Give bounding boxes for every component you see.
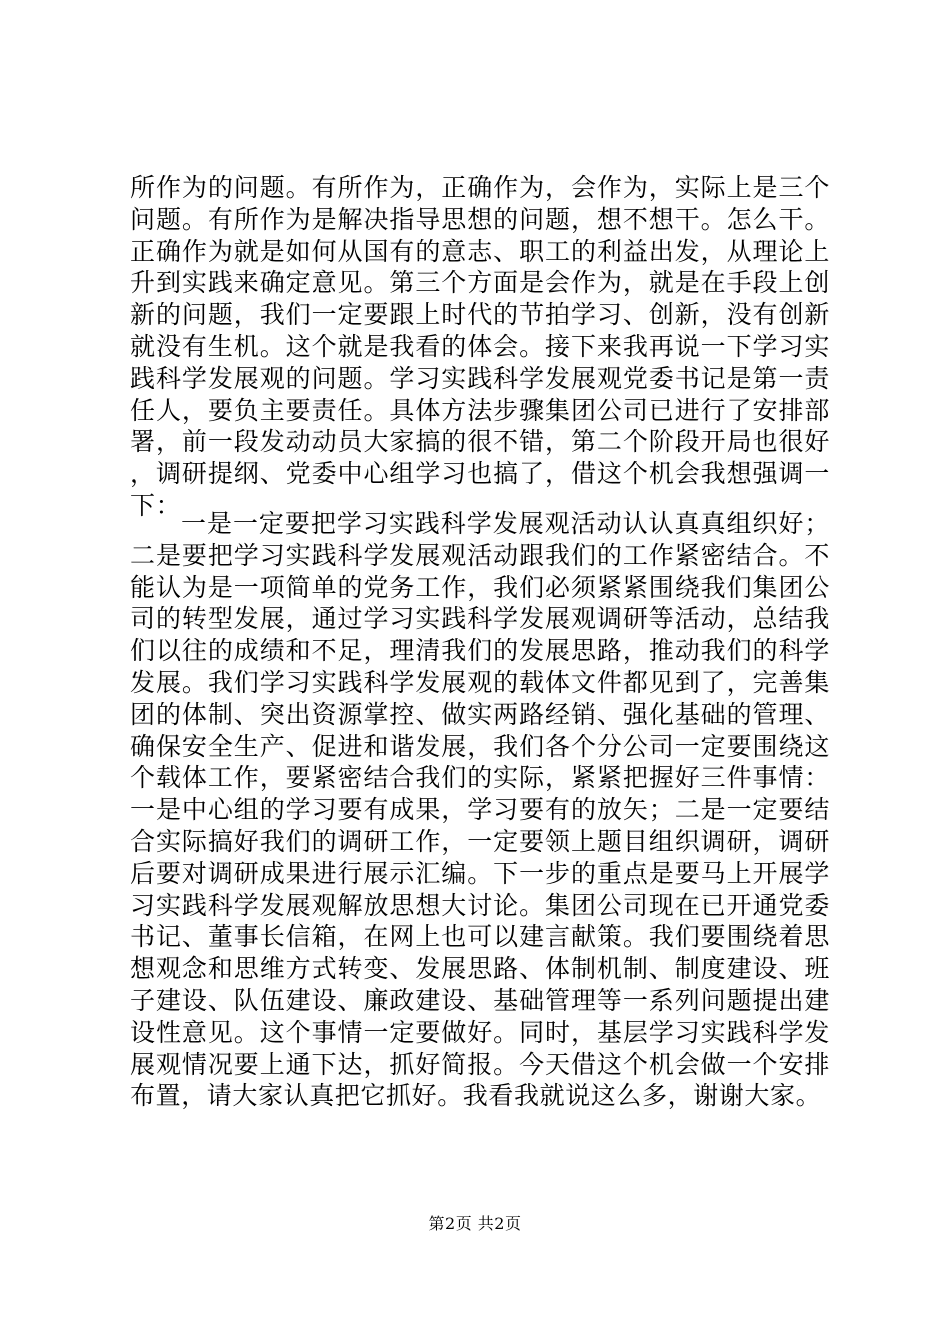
body-paragraph-1: 所作为的问题。有所作为，正确作为，会作为，实际上是三个问题。有所作为是解决指导思想的问题，想不想干。怎么干。正确作为就是如何从国有的意志、职工的利益出发，从理论上升到实践来确定意见。第三个方面是会作为，就是在手段上创新的问题，我们一定要跟上时代的节拍学习、创新，没有创新就没有生机。这个就是我看的体会。接下来我再说一下学习实践科学发展观的问题。学习实践科学发展观党委书记是第一责任人，要负主要责任。具体方法步骤集团公司已进行了安排部署，前一段发动动员大家搞的很不错，第二个阶段开局也很好，调研提纲、党委中心组学习也搞了，借这个机会我想强调一下： [130, 173, 830, 520]
body-paragraph-2: 一是一定要把学习实践科学发展观活动认认真真组织好；二是要把学习实践科学发展观活动跟我们的工作紧密结合。不能认为是一项简单的党务工作，我们必须紧紧围绕我们集团公司的转型发展，通过学习实践科学发展观调研等活动，总结我们以往的成绩和不足，理清我们的发展思路，推动我们的科学发展。我们学习实践科学发展观的载体文件都见到了，完善集团的体制、突出资源掌控、做实两路经销、强化基础的管理、确保安全生产、促进和谐发展，我们各个分公司一定要围绕这个载体工作，要紧密结合我们的实际，紧紧把握好三件事情：一是中心组的学习要有成果，学习要有的放矢；二是一定要结合实际搞好我们的调研工作，一定要领上题目组织调研，调研后要对调研成果进行展示汇编。下一步的重点是要马上开展学习实践科学发展观解放思想大讨论。集团公司现在已开通党委书记、董事长信箱，在网上也可以建言献策。我们要围绕着思想观念和思维方式转变、发展思路、体制机制、制度建设、班子建设、队伍建设、廉政建设、基础管理等一系列问题提出建设性意见。这个事情一定要做好。同时，基层学习实践科学发展观情况要上通下达，抓好简报。今天借这个机会做一个安排布置，请大家认真把它抓好。我看我就说这么多，谢谢大家。 [130, 509, 830, 1111]
page-number-footer: 第2页 共2页 [428, 1214, 522, 1233]
